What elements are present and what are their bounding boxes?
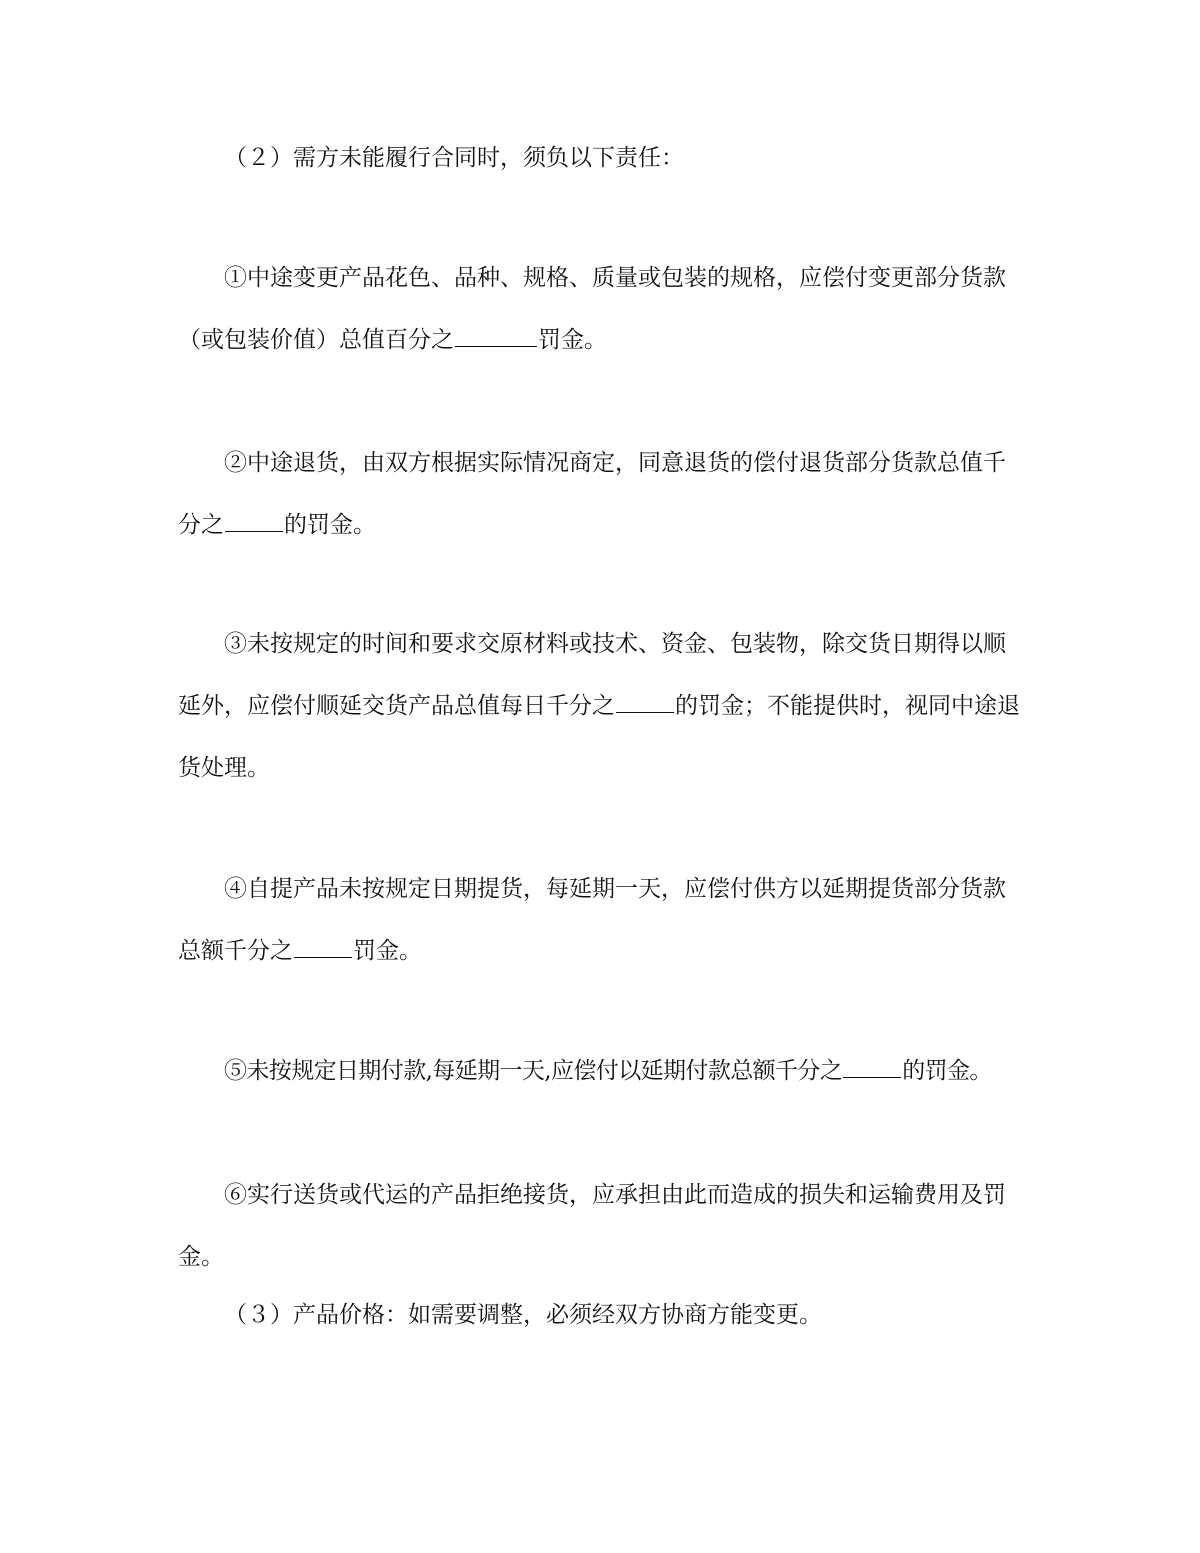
item-2-text-after-blank: 的罚金。 xyxy=(284,512,376,538)
item-1-percentage-blank xyxy=(455,324,537,347)
item-5-line-1 xyxy=(178,1040,1024,1102)
liability-item-2 xyxy=(178,432,1024,556)
item-4-permille-blank xyxy=(294,935,352,958)
item-1-line-1: ①中途变更产品花色、品种、规格、质量或包装的规格，应偿付变更部分货款 xyxy=(224,265,1006,291)
item-2-line-2 xyxy=(178,494,1024,556)
item-5-text-after-blank: 的罚金。 xyxy=(902,1058,992,1084)
liability-item-4 xyxy=(178,858,1024,982)
item-5-permille-blank xyxy=(843,1055,901,1078)
liability-item-6 xyxy=(178,1164,1024,1288)
item-5-text-before-blank: ⑤未按规定日期付款,每延期一天,应偿付以延期付款总额千分之 xyxy=(224,1058,843,1084)
item-3-line-1: ③未按规定的时间和要求交原材料或技术、资金、包装物，除交货日期得以顺 xyxy=(224,631,1006,657)
item-4-line-1: ④自提产品未按规定日期提货，每延期一天，应偿付供方以延期提货部分货款 xyxy=(224,876,1006,902)
item-3-daily-permille-blank xyxy=(616,690,674,713)
item-2-line-1: ②中途退货，由双方根据实际情况商定，同意退货的偿付退货部分货款总值千 xyxy=(224,450,1006,476)
item-4-text-after-blank: 罚金。 xyxy=(353,938,422,964)
item-3-text-after-blank: 的罚金；不能提供时，视同中途退 xyxy=(675,693,1020,719)
item-1-text-before-blank: （或包装价值）总值百分之 xyxy=(178,327,454,353)
section-2-heading-text: （２）需方未能履行合同时，须负以下责任： xyxy=(224,145,684,171)
item-1-text-after-blank: 罚金。 xyxy=(538,327,607,353)
item-3-line-2 xyxy=(178,675,1024,737)
item-6-line-2: 金。 xyxy=(178,1244,224,1270)
section-3-heading-text: （３）产品价格：如需要调整，必须经双方协商方能变更。 xyxy=(224,1302,822,1328)
section-3-heading xyxy=(178,1284,1024,1346)
item-6-line-1: ⑥实行送货或代运的产品拒绝接货，应承担由此而造成的损失和运输费用及罚 xyxy=(224,1182,1006,1208)
item-2-permille-blank xyxy=(225,509,283,532)
item-3-text-before-blank: 延外，应偿付顺延交货产品总值每日千分之 xyxy=(178,693,615,719)
item-1-line-2 xyxy=(178,309,1024,371)
liability-item-1 xyxy=(178,247,1024,371)
section-2-heading xyxy=(178,127,1024,189)
item-2-text-before-blank: 分之 xyxy=(178,512,224,538)
liability-item-5 xyxy=(178,1040,1024,1102)
liability-item-3 xyxy=(178,613,1024,799)
item-4-text-before-blank: 总额千分之 xyxy=(178,938,293,964)
item-4-line-2 xyxy=(178,920,1024,982)
item-3-line-3: 货处理。 xyxy=(178,755,270,781)
